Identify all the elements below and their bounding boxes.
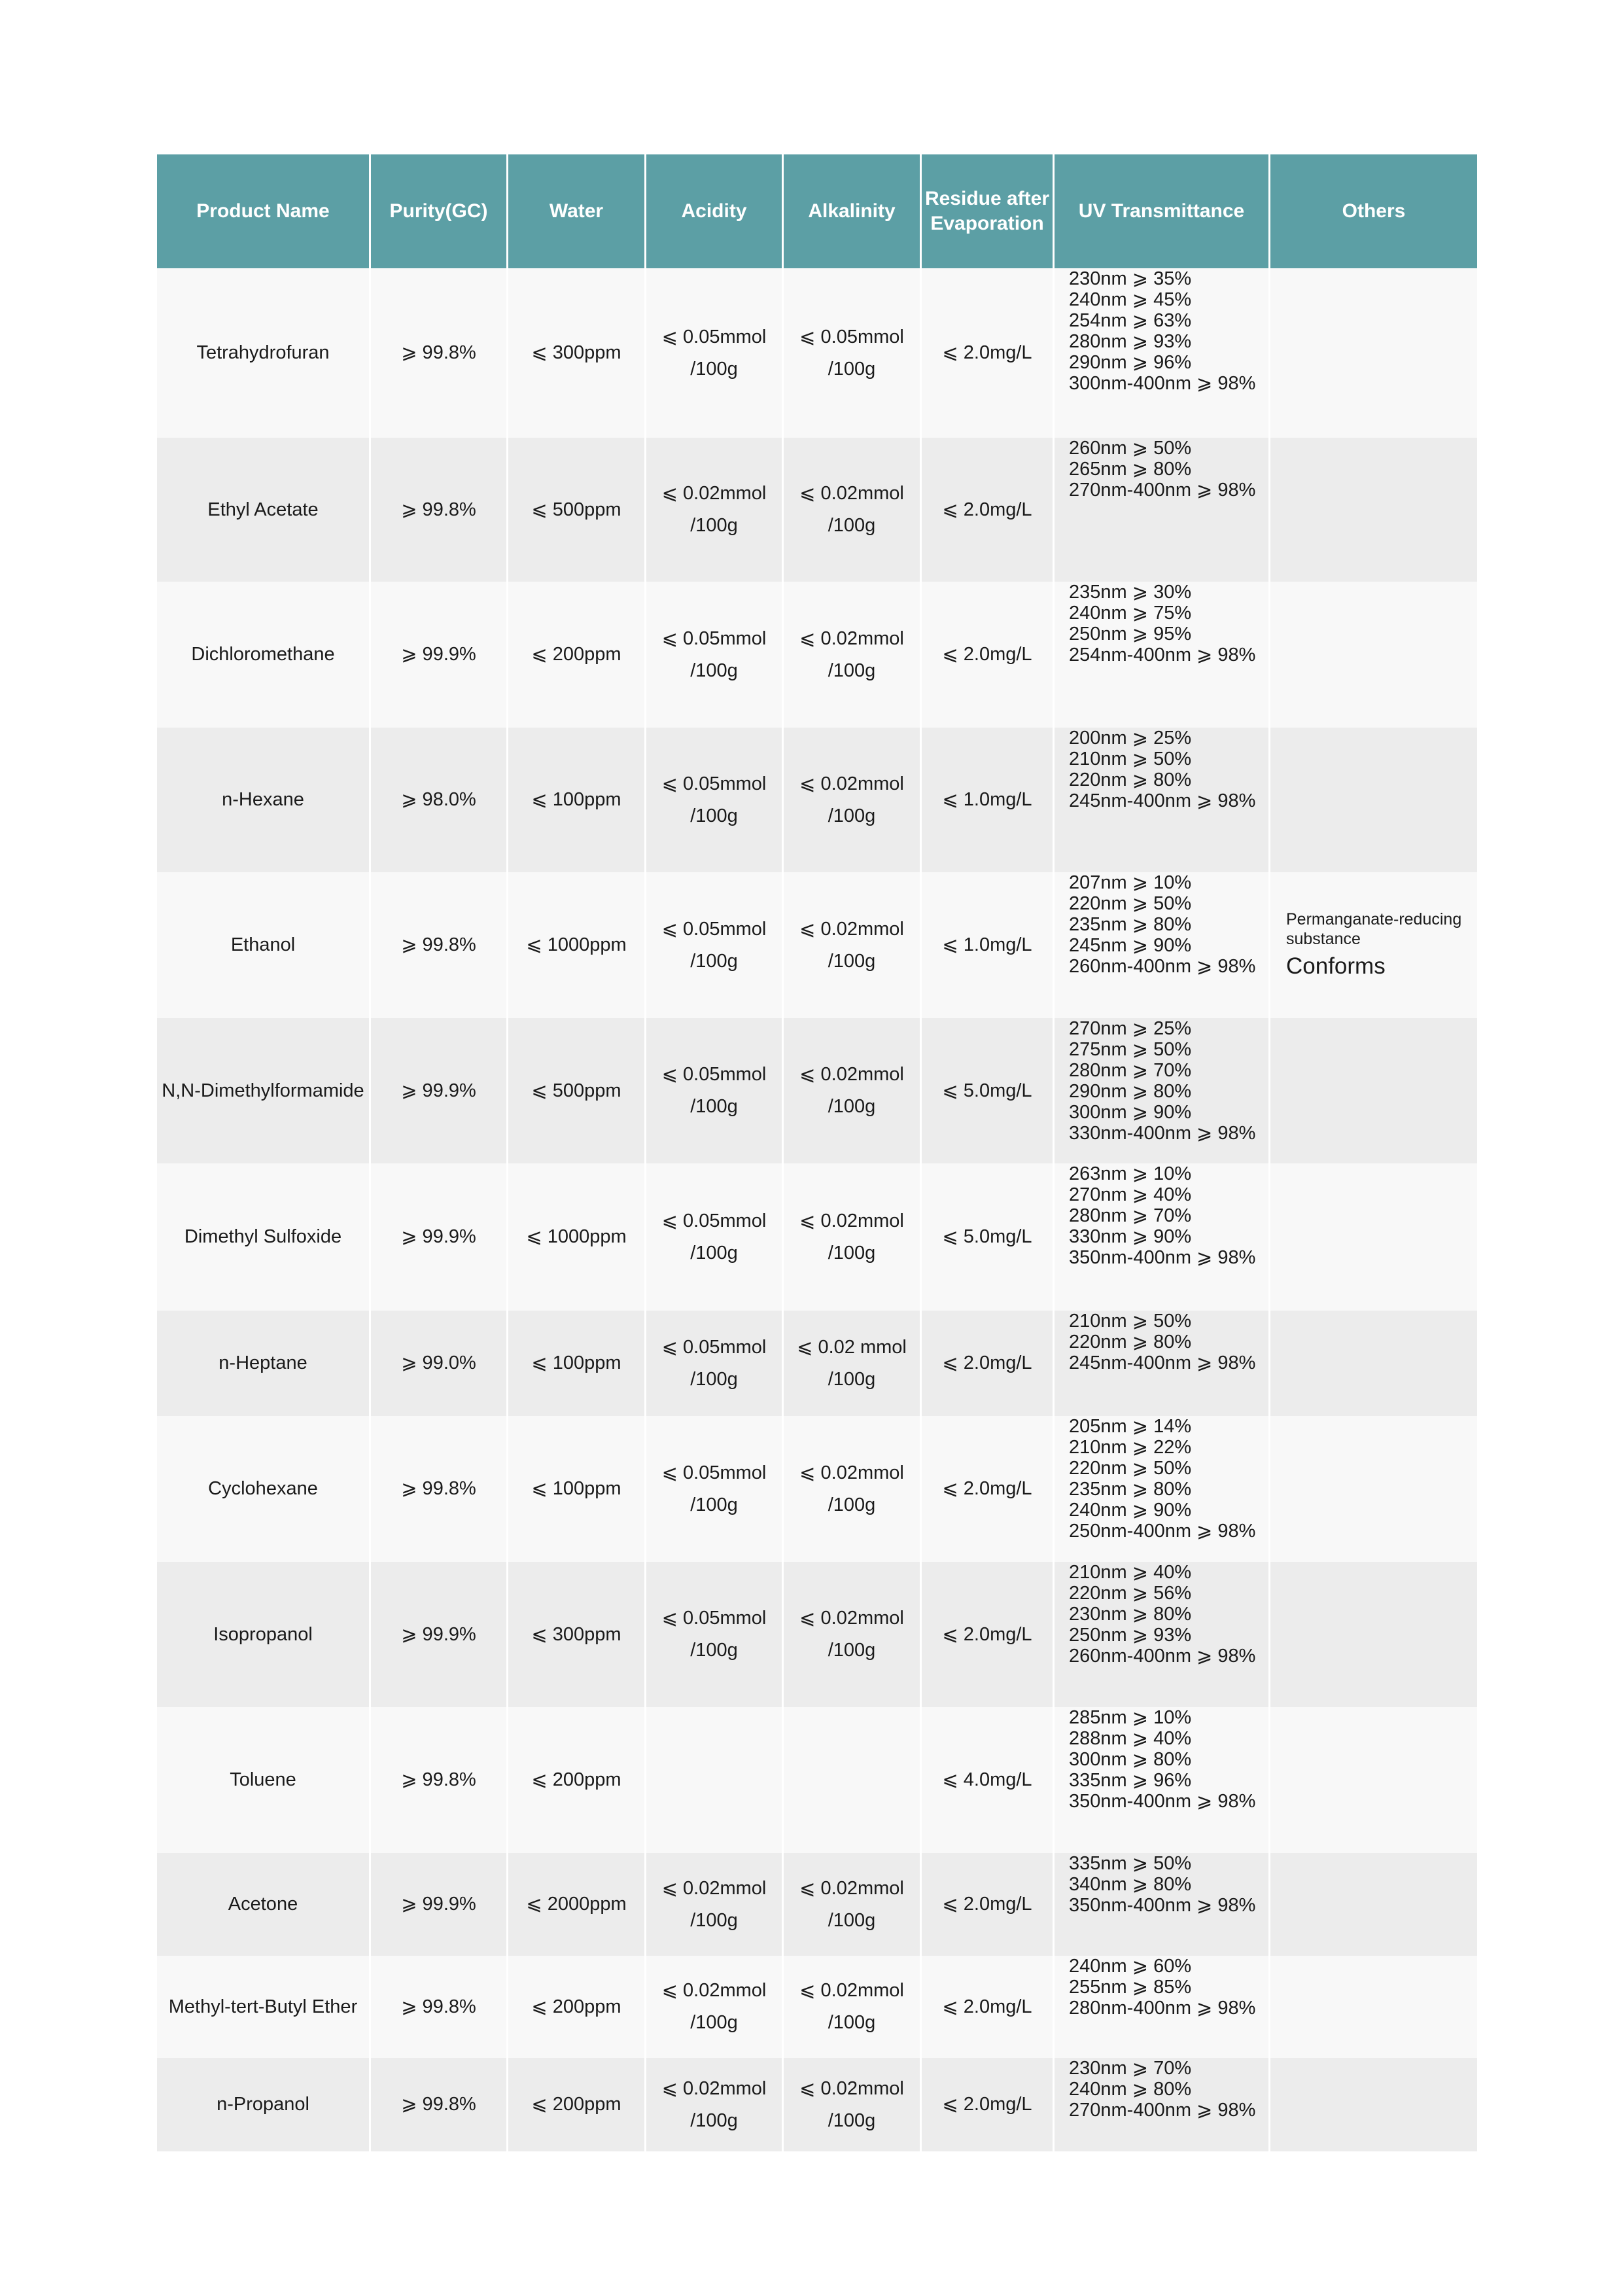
acidity-cell	[646, 1853, 784, 1956]
alkalinity-cell	[784, 872, 922, 1018]
acidity-line: ⩽ 0.02mmol	[661, 1877, 767, 1899]
header-uv: UV Transmittance	[1055, 154, 1270, 268]
alkalinity-cell	[784, 268, 922, 438]
alkalinity-line: ⩽ 0.05mmol	[799, 326, 904, 347]
alkalinity-line: /100g	[828, 2012, 876, 2033]
acidity-line: /100g	[690, 515, 738, 536]
uv-line: 210nm ⩾ 40%	[1069, 1562, 1192, 1583]
alkalinity-line: /100g	[828, 515, 876, 536]
uv-line: 245nm-400nm ⩾ 98%	[1069, 1352, 1256, 1373]
acidity-line: /100g	[690, 805, 738, 826]
purity-cell: ⩾ 99.8%	[371, 1707, 508, 1853]
water-cell: ⩽ 1000ppm	[508, 1163, 646, 1311]
alkalinity-line: /100g	[828, 950, 876, 972]
acidity-line: ⩽ 0.05mmol	[661, 1462, 767, 1483]
uv-line: 220nm ⩾ 56%	[1069, 1583, 1192, 1604]
acidity-line: ⩽ 0.05mmol	[661, 627, 767, 649]
residue-cell: ⩽ 2.0mg/L	[922, 1416, 1055, 1562]
acidity-line: ⩽ 0.05mmol	[661, 918, 767, 940]
uv-line: 200nm ⩾ 25%	[1069, 728, 1192, 749]
purity-cell: ⩾ 99.8%	[371, 438, 508, 582]
water-cell: ⩽ 100ppm	[508, 1311, 646, 1416]
uv-line: 270nm ⩾ 25%	[1069, 1018, 1192, 1039]
uv-line: 207nm ⩾ 10%	[1069, 872, 1192, 893]
water-cell: ⩽ 300ppm	[508, 1562, 646, 1707]
alkalinity-line: ⩽ 0.02mmol	[799, 1462, 904, 1483]
others-value: Conforms	[1286, 953, 1386, 979]
product-name-cell: Ethyl Acetate	[157, 438, 371, 582]
uv-line: 280nm ⩾ 93%	[1069, 331, 1192, 352]
others-cell	[1270, 1018, 1477, 1163]
header-others: Others	[1270, 154, 1477, 268]
acidity-line: ⩽ 0.05mmol	[661, 1210, 767, 1231]
product-name-cell: n-Heptane	[157, 1311, 371, 1416]
alkalinity-cell	[784, 728, 922, 872]
water-cell: ⩽ 500ppm	[508, 438, 646, 582]
acidity-line: /100g	[690, 660, 738, 681]
purity-cell: ⩾ 99.8%	[371, 872, 508, 1018]
others-cell	[1270, 1853, 1477, 1956]
purity-cell: ⩾ 99.9%	[371, 1853, 508, 1956]
alkalinity-cell	[784, 1707, 922, 1853]
uv-line: 350nm-400nm ⩾ 98%	[1069, 1791, 1256, 1812]
alkalinity-line: /100g	[828, 1640, 876, 1661]
uv-transmittance-cell	[1055, 1853, 1270, 1956]
uv-line: 240nm ⩾ 75%	[1069, 603, 1192, 624]
uv-line: 254nm ⩾ 63%	[1069, 310, 1192, 331]
residue-cell: ⩽ 4.0mg/L	[922, 1707, 1055, 1853]
acidity-line: ⩽ 0.02mmol	[661, 2077, 767, 2099]
uv-transmittance-cell	[1055, 268, 1270, 438]
others-cell	[1270, 1562, 1477, 1707]
purity-cell: ⩾ 99.8%	[371, 268, 508, 438]
alkalinity-line: /100g	[828, 358, 876, 380]
water-cell: ⩽ 100ppm	[508, 728, 646, 872]
acidity-cell	[646, 728, 784, 872]
residue-cell: ⩽ 2.0mg/L	[922, 582, 1055, 728]
purity-cell: ⩾ 99.9%	[371, 1163, 508, 1311]
uv-line: 210nm ⩾ 50%	[1069, 749, 1192, 769]
uv-line: 205nm ⩾ 14%	[1069, 1416, 1192, 1437]
acidity-line: ⩽ 0.05mmol	[661, 1336, 767, 1358]
alkalinity-line: /100g	[828, 1096, 876, 1117]
header-water: Water	[508, 154, 646, 268]
water-cell: ⩽ 500ppm	[508, 1018, 646, 1163]
product-name-cell: Tetrahydrofuran	[157, 268, 371, 438]
alkalinity-line: ⩽ 0.02mmol	[799, 1210, 904, 1231]
alkalinity-line: /100g	[828, 1368, 876, 1390]
uv-line: 350nm-400nm ⩾ 98%	[1069, 1895, 1256, 1916]
product-name-cell: Methyl-tert-Butyl Ether	[157, 1956, 371, 2058]
acidity-line: ⩽ 0.05mmol	[661, 326, 767, 347]
residue-cell: ⩽ 5.0mg/L	[922, 1018, 1055, 1163]
uv-transmittance-cell	[1055, 872, 1270, 1018]
alkalinity-cell	[784, 438, 922, 582]
residue-cell: ⩽ 5.0mg/L	[922, 1163, 1055, 1311]
alkalinity-cell	[784, 1562, 922, 1707]
uv-line: 240nm ⩾ 45%	[1069, 289, 1192, 310]
acidity-line: /100g	[690, 1242, 738, 1263]
alkalinity-line: ⩽ 0.02mmol	[799, 918, 904, 940]
alkalinity-cell	[784, 2058, 922, 2151]
acidity-line: /100g	[690, 1909, 738, 1931]
uv-line: 255nm ⩾ 85%	[1069, 1977, 1192, 1998]
acidity-cell	[646, 1311, 784, 1416]
uv-line: 240nm ⩾ 60%	[1069, 1956, 1192, 1977]
alkalinity-cell	[784, 1018, 922, 1163]
acidity-cell	[646, 1956, 784, 2058]
residue-cell: ⩽ 1.0mg/L	[922, 728, 1055, 872]
uv-line: 235nm ⩾ 80%	[1069, 914, 1192, 935]
others-cell	[1270, 872, 1477, 1018]
uv-line: 240nm ⩾ 80%	[1069, 2079, 1192, 2100]
alkalinity-line: /100g	[828, 1494, 876, 1515]
acidity-line: /100g	[690, 1494, 738, 1515]
uv-line: 300nm-400nm ⩾ 98%	[1069, 373, 1256, 394]
residue-cell: ⩽ 2.0mg/L	[922, 438, 1055, 582]
residue-cell: ⩽ 2.0mg/L	[922, 1853, 1055, 1956]
uv-line: 270nm-400nm ⩾ 98%	[1069, 480, 1256, 501]
acidity-line: ⩽ 0.05mmol	[661, 1608, 767, 1629]
uv-line: 288nm ⩾ 40%	[1069, 1728, 1192, 1749]
water-cell: ⩽ 100ppm	[508, 1416, 646, 1562]
uv-line: 280nm ⩾ 70%	[1069, 1060, 1192, 1081]
acidity-line: /100g	[690, 2012, 738, 2033]
uv-line: 300nm ⩾ 90%	[1069, 1102, 1192, 1123]
purity-cell: ⩾ 99.9%	[371, 582, 508, 728]
acidity-line: /100g	[690, 1640, 738, 1661]
alkalinity-cell	[784, 1416, 922, 1562]
acidity-cell	[646, 2058, 784, 2151]
uv-line: 260nm-400nm ⩾ 98%	[1069, 1646, 1256, 1667]
alkalinity-line: ⩽ 0.02 mmol	[797, 1336, 907, 1358]
acidity-line: ⩽ 0.02mmol	[661, 1980, 767, 2001]
uv-line: 335nm ⩾ 50%	[1069, 1853, 1192, 1874]
uv-line: 230nm ⩾ 35%	[1069, 268, 1192, 289]
residue-cell: ⩽ 1.0mg/L	[922, 872, 1055, 1018]
product-name-cell: N,N-Dimethylformamide	[157, 1018, 371, 1163]
alkalinity-line: ⩽ 0.02mmol	[799, 1064, 904, 1085]
others-cell	[1270, 582, 1477, 728]
uv-line: 245nm-400nm ⩾ 98%	[1069, 790, 1256, 811]
others-label: Permanganate-reducing substance	[1286, 910, 1462, 948]
alkalinity-line: ⩽ 0.02mmol	[799, 627, 904, 649]
uv-line: 300nm ⩾ 80%	[1069, 1749, 1192, 1770]
product-name-cell: Cyclohexane	[157, 1416, 371, 1562]
uv-line: 330nm-400nm ⩾ 98%	[1069, 1123, 1256, 1144]
acidity-cell	[646, 1416, 784, 1562]
alkalinity-line: /100g	[828, 660, 876, 681]
alkalinity-cell	[784, 582, 922, 728]
alkalinity-line: /100g	[828, 805, 876, 826]
acidity-cell	[646, 1018, 784, 1163]
others-cell	[1270, 2058, 1477, 2151]
acidity-line: /100g	[690, 1096, 738, 1117]
uv-line: 250nm-400nm ⩾ 98%	[1069, 1521, 1256, 1542]
header-purity: Purity(GC)	[371, 154, 508, 268]
residue-cell: ⩽ 2.0mg/L	[922, 2058, 1055, 2151]
purity-cell: ⩾ 99.8%	[371, 2058, 508, 2151]
others-cell	[1270, 1416, 1477, 1562]
water-cell: ⩽ 200ppm	[508, 1956, 646, 2058]
alkalinity-line: ⩽ 0.02mmol	[799, 1980, 904, 2001]
purity-cell: ⩾ 98.0%	[371, 728, 508, 872]
uv-line: 240nm ⩾ 90%	[1069, 1500, 1192, 1521]
uv-transmittance-cell	[1055, 1707, 1270, 1853]
uv-line: 210nm ⩾ 50%	[1069, 1311, 1192, 1332]
uv-line: 245nm ⩾ 90%	[1069, 935, 1192, 956]
uv-transmittance-cell	[1055, 1956, 1270, 2058]
others-cell	[1270, 1311, 1477, 1416]
uv-line: 340nm ⩾ 80%	[1069, 1874, 1192, 1895]
uv-transmittance-cell	[1055, 438, 1270, 582]
spec-table	[157, 154, 1477, 2151]
uv-transmittance-cell	[1055, 1416, 1270, 1562]
water-cell: ⩽ 200ppm	[508, 2058, 646, 2151]
uv-line: 220nm ⩾ 50%	[1069, 1458, 1192, 1479]
alkalinity-line: ⩽ 0.02mmol	[799, 2077, 904, 2099]
acidity-cell	[646, 1707, 784, 1853]
acidity-line: /100g	[690, 1368, 738, 1390]
header-residue: Residue after Evaporation	[922, 154, 1055, 268]
purity-cell: ⩾ 99.8%	[371, 1956, 508, 2058]
acidity-line: ⩽ 0.05mmol	[661, 773, 767, 794]
alkalinity-line: ⩽ 0.02mmol	[799, 773, 904, 794]
acidity-cell	[646, 582, 784, 728]
alkalinity-cell	[784, 1956, 922, 2058]
acidity-line: /100g	[690, 2110, 738, 2131]
product-name-cell: Isopropanol	[157, 1562, 371, 1707]
uv-line: 270nm-400nm ⩾ 98%	[1069, 2100, 1256, 2121]
header-alkalinity: Alkalinity	[784, 154, 922, 268]
uv-line: 235nm ⩾ 30%	[1069, 582, 1192, 603]
uv-line: 230nm ⩾ 80%	[1069, 1604, 1192, 1625]
alkalinity-line: ⩽ 0.02mmol	[799, 483, 904, 504]
acidity-line: /100g	[690, 358, 738, 380]
purity-cell: ⩾ 99.9%	[371, 1018, 508, 1163]
header-product-name: Product Name	[157, 154, 371, 268]
others-cell	[1270, 268, 1477, 438]
alkalinity-line: /100g	[828, 1242, 876, 1263]
uv-transmittance-cell	[1055, 1163, 1270, 1311]
uv-transmittance-cell	[1055, 582, 1270, 728]
alkalinity-line: ⩽ 0.02mmol	[799, 1608, 904, 1629]
uv-line: 220nm ⩾ 50%	[1069, 893, 1192, 914]
residue-cell: ⩽ 2.0mg/L	[922, 1311, 1055, 1416]
purity-cell: ⩾ 99.9%	[371, 1562, 508, 1707]
product-name-cell: n-Hexane	[157, 728, 371, 872]
acidity-line: ⩽ 0.02mmol	[661, 483, 767, 504]
alkalinity-cell	[784, 1163, 922, 1311]
uv-line: 275nm ⩾ 50%	[1069, 1039, 1192, 1060]
uv-line: 270nm ⩾ 40%	[1069, 1184, 1192, 1205]
alkalinity-line: /100g	[828, 1909, 876, 1931]
uv-line: 280nm ⩾ 70%	[1069, 1205, 1192, 1226]
uv-line: 265nm ⩾ 80%	[1069, 459, 1192, 480]
water-cell: ⩽ 2000ppm	[508, 1853, 646, 1956]
uv-line: 220nm ⩾ 80%	[1069, 1332, 1192, 1352]
uv-transmittance-cell	[1055, 1562, 1270, 1707]
uv-line: 235nm ⩾ 80%	[1069, 1479, 1192, 1500]
uv-line: 220nm ⩾ 80%	[1069, 769, 1192, 790]
uv-line: 335nm ⩾ 96%	[1069, 1770, 1192, 1791]
acidity-cell	[646, 1562, 784, 1707]
uv-line: 230nm ⩾ 70%	[1069, 2058, 1192, 2079]
product-name-cell: Ethanol	[157, 872, 371, 1018]
others-cell	[1270, 1707, 1477, 1853]
uv-line: 260nm ⩾ 50%	[1069, 438, 1192, 459]
alkalinity-line: /100g	[828, 2110, 876, 2131]
header-acidity: Acidity	[646, 154, 784, 268]
acidity-cell	[646, 1163, 784, 1311]
uv-line: 285nm ⩾ 10%	[1069, 1707, 1192, 1728]
others-cell	[1270, 1956, 1477, 2058]
water-cell: ⩽ 200ppm	[508, 582, 646, 728]
uv-transmittance-cell	[1055, 1018, 1270, 1163]
acidity-cell	[646, 438, 784, 582]
alkalinity-cell	[784, 1311, 922, 1416]
others-cell	[1270, 1163, 1477, 1311]
uv-transmittance-cell	[1055, 2058, 1270, 2151]
uv-line: 290nm ⩾ 80%	[1069, 1081, 1192, 1102]
product-name-cell: Toluene	[157, 1707, 371, 1853]
uv-line: 350nm-400nm ⩾ 98%	[1069, 1247, 1256, 1268]
water-cell: ⩽ 200ppm	[508, 1707, 646, 1853]
purity-cell: ⩾ 99.0%	[371, 1311, 508, 1416]
uv-line: 250nm ⩾ 93%	[1069, 1625, 1192, 1646]
acidity-line: ⩽ 0.05mmol	[661, 1064, 767, 1085]
uv-transmittance-cell	[1055, 728, 1270, 872]
residue-cell: ⩽ 2.0mg/L	[922, 268, 1055, 438]
others-cell	[1270, 728, 1477, 872]
uv-line: 260nm-400nm ⩾ 98%	[1069, 956, 1256, 977]
product-name-cell: Dichloromethane	[157, 582, 371, 728]
acidity-cell	[646, 268, 784, 438]
water-cell: ⩽ 1000ppm	[508, 872, 646, 1018]
product-name-cell: Acetone	[157, 1853, 371, 1956]
acidity-line: /100g	[690, 950, 738, 972]
residue-cell: ⩽ 2.0mg/L	[922, 1562, 1055, 1707]
uv-line: 280nm-400nm ⩾ 98%	[1069, 1998, 1256, 2019]
alkalinity-line: ⩽ 0.02mmol	[799, 1877, 904, 1899]
product-name-cell: Dimethyl Sulfoxide	[157, 1163, 371, 1311]
uv-line: 254nm-400nm ⩾ 98%	[1069, 645, 1256, 665]
purity-cell: ⩾ 99.8%	[371, 1416, 508, 1562]
alkalinity-cell	[784, 1853, 922, 1956]
uv-line: 290nm ⩾ 96%	[1069, 352, 1192, 373]
residue-cell: ⩽ 2.0mg/L	[922, 1956, 1055, 2058]
uv-line: 250nm ⩾ 95%	[1069, 624, 1192, 645]
uv-line: 330nm ⩾ 90%	[1069, 1226, 1192, 1247]
water-cell: ⩽ 300ppm	[508, 268, 646, 438]
others-cell	[1270, 438, 1477, 582]
product-name-cell: n-Propanol	[157, 2058, 371, 2151]
uv-transmittance-cell	[1055, 1311, 1270, 1416]
acidity-cell	[646, 872, 784, 1018]
uv-line: 263nm ⩾ 10%	[1069, 1163, 1192, 1184]
uv-line: 210nm ⩾ 22%	[1069, 1437, 1192, 1458]
